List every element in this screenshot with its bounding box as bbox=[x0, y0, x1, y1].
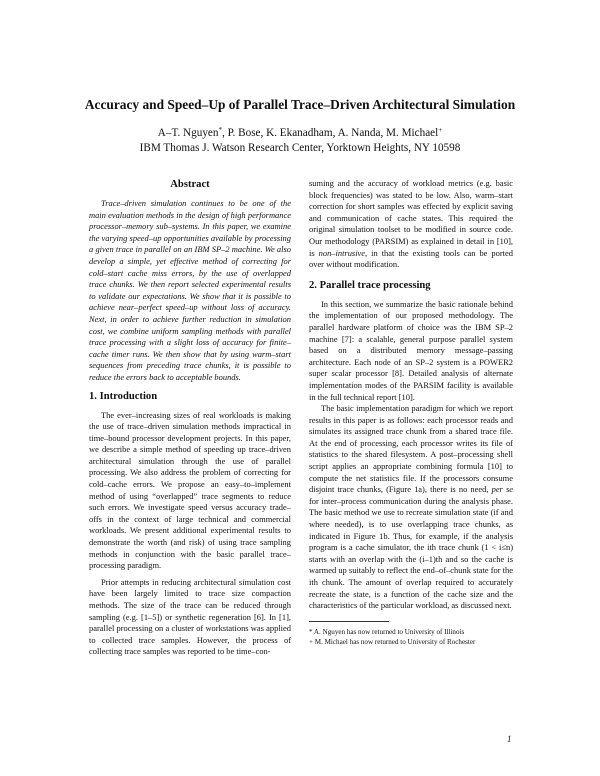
first-author: A–T. Nguyen bbox=[157, 127, 219, 139]
footnote-divider bbox=[309, 621, 389, 622]
author-footnote-mark: + bbox=[438, 126, 443, 134]
left-column bbox=[89, 178, 291, 658]
intro-continuation bbox=[309, 178, 513, 271]
section-2-paragraph-1: In this section, we summarize the basic rationale behind the implementation of our proposed methodology. The parallel hardware platform of choice was the IBM SP–2 machine [7]: a scalable, general purpose parallel system based on a distributed memory message–passing architecture. Each node of an SP–2 system is a POWER2 super scalar processor [8]. Detailed analysis of alternate implementation modes of the PARSIM facility is available in the full technical report [10]. bbox=[309, 298, 513, 402]
abstract-text: Trace–driven simulation continues to be one of the main evaluation methods in the design of high performance processor–memory sub–systems. In this paper, we examine the varying speed–up opportunities available by processing a given trace in parallel on an IBM SP–2 machine. We also develop a simple, yet effective method of correcting for cold–start cache miss errors, by the use of overlapped trace chunks. We then report selected experimental results to validate our expectations. We show that it is possible to achieve near–perfect speed–up without loss of accuracy. Next, in order to achieve further reduction in simulation cost, we combine uniform sampling methods with parallel trace processing with a slight loss of accuracy for finite–cache timer runs. We then show that by using warm–start sequences from preceding trace chunks, it is possible to reduce the errors back to acceptable bounds. bbox=[89, 198, 291, 382]
continuation-text-b: , in that the existing tools can be ported over without modification. bbox=[309, 247, 513, 270]
affiliation: IBM Thomas J. Watson Research Center, Yorktown Heights, NY 10598 bbox=[139, 142, 461, 154]
continuation-text-a: suming and the accuracy of workload metrics (e.g. basic block frequencies) was stated to be low. Also, warm–start correction for short samples was effected by explicit saving and communication of cache states. This required the original simulation toolset to be modified in source code. Our methodology (PARSIM) as explained in detail in [10], is bbox=[309, 178, 513, 258]
right-column bbox=[309, 178, 513, 647]
footnote-michael: + M. Michael has now returned to University of Rochester bbox=[309, 637, 476, 646]
introduction-heading: 1. Introduction bbox=[89, 390, 158, 402]
intro-paragraph-1: The ever–increasing sizes of real workloads is making the use of trace–driven simulation methods impractical in time–bound processor development projects. In this paper, we describe a simple method of speeding up trace–driven architectural simulation through the use of parallel processing. We also address the problem of correcting for cold–cache errors. We propose an easy–to–implement method of using “overlapped” trace segments to reduce such errors. We investigate speed versus accuracy trade–offs in the context of large technical and commercial workloads. We present additional experimental results to demonstrate the worth (and risk) of using trace sampling methods in conjunction with the basic parallel trace–processing paradigm. bbox=[89, 409, 291, 571]
section-2-heading: 2. Parallel trace processing bbox=[309, 279, 431, 291]
paper-title: Accuracy and Speed–Up of Parallel Trace–Driven Architectural Simulation bbox=[84, 97, 516, 112]
abstract-heading: Abstract bbox=[170, 179, 210, 190]
intro-paragraph-2: Prior attempts in reducing architectural simulation cost have been largely limited to trace size compaction methods. The size of the trace can be reduced through sampling (e.g. [1–5]) or synthetic regeneration [6]. In [1], parallel processing on a cluster of workstations was applied to collected trace samples. However, the process of collecting trace samples was reported to be time–con- bbox=[89, 576, 291, 657]
paragraph-2-emphasis: per se bbox=[491, 484, 514, 495]
paragraph-2-text-a: The basic implementation paradigm for which we report results in this paper is as follows: each processor reads and simulates its assigned trace chunk from a shared trace file. At the end of processing, each processor writes its file of statistics to the shared filesystem. A post–processing shell script applies an appropriate combining formula [10] to compute the net statistics file. If the processors consume disjoint trace chunks, (Figure 1a), there is no need, bbox=[309, 403, 513, 495]
page-number: 1 bbox=[507, 734, 512, 744]
author-footnote-mark: * bbox=[218, 126, 222, 134]
section-2-paragraph-2 bbox=[309, 403, 513, 612]
author-list bbox=[0, 126, 600, 139]
continuation-emphasis: non–intrusive bbox=[318, 247, 366, 258]
other-authors: , P. Bose, K. Ekanadham, A. Nanda, M. Michael bbox=[221, 127, 439, 139]
paragraph-2-text-b: for inter–process communication during the analysis phase. The basic method we use to recreate simulation state (if and where needed), is to use overlapping trace chunks, as indicated in Figure 1b. Thus, for example, if the analysis program is a cache simulator, the ith trace chunk (1 < i≤n) starts with an overlap with the (i–1)th and so the cache is warmed up suitably to reflect the end–of–chunk state for the ith chunk. The amount of overlap required to accurately recreate the state, is a function of the cache size and the characteristics of the particular workload, as discussed next. bbox=[309, 495, 513, 611]
footnote-nguyen: * A. Nguyen has now returned to University of Illinois bbox=[309, 627, 465, 636]
